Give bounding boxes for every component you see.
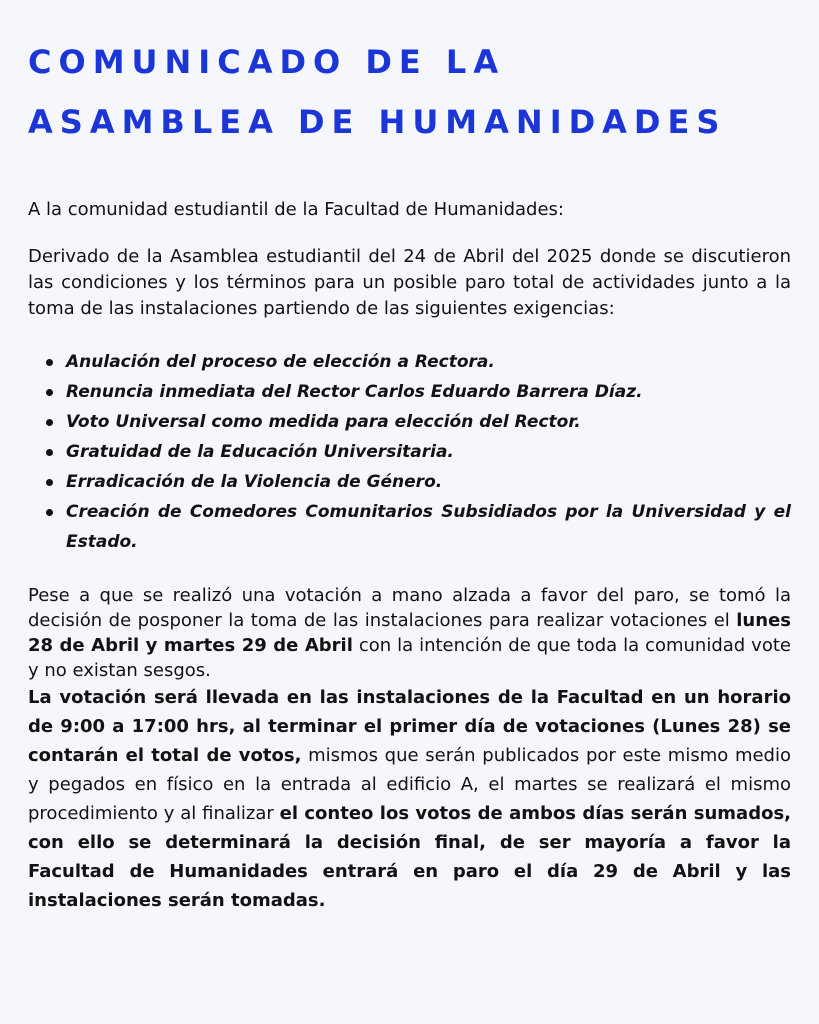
greeting: A la comunidad estudiantil de la Facultad de Humanidades: <box>28 199 565 220</box>
bullet-icon <box>46 509 53 516</box>
demand-text: Erradicación de la Violencia de Género. <box>66 472 443 492</box>
demand-text: Voto Universal como medida para elección del Rector. <box>66 412 581 432</box>
title-line-2: ASAMBLEA DE HUMANIDADES <box>28 103 727 141</box>
demands-list <box>28 347 791 557</box>
demand-item <box>28 467 791 497</box>
bullet-icon <box>46 389 53 396</box>
demand-item <box>28 347 791 377</box>
demand-item <box>28 407 791 437</box>
demand-text: Gratuidad de la Educación Universitaria. <box>66 442 454 462</box>
para2-text-2: con la intención de que toda la comunidad vote y no existan sesgos. <box>28 635 791 681</box>
page-title <box>28 0 791 152</box>
title-line-1: COMUNICADO DE LA <box>28 43 506 81</box>
demand-text: Creación de Comedores Comunitarios Subsidiados por la Universidad y el Estado. <box>66 502 791 552</box>
vote-dates: lunes 28 de Abril y martes 29 de Abril <box>28 610 791 656</box>
para3-text-1: mismos que serán publicados por este mismo medio y pegados en físico en la entrada al edificio A, el martes se realizará el mismo procedimiento y al finalizar <box>28 745 792 824</box>
demand-text: Anulación del proceso de elección a Rectora. <box>66 352 495 372</box>
para2-text-1: Pese a que se realizó una votación a mano alzada a favor del paro, se tomó la decisión de posponer la toma de las instalaciones para realizar votaciones el <box>28 585 791 631</box>
demand-item <box>28 437 791 467</box>
vote-procedure-paragraph <box>28 683 791 915</box>
bullet-icon <box>46 359 53 366</box>
vote-postponement-paragraph <box>28 583 791 683</box>
bullet-icon <box>46 479 53 486</box>
vote-schedule: La votación será llevada en las instalaciones de la Facultad en un horario de 9:00 a 17:00 hrs, al terminar el primer día de votaciones (Lunes 28) se contarán el total de votos, <box>28 687 791 766</box>
bullet-icon <box>46 419 53 426</box>
intro-paragraph: Derivado de la Asamblea estudiantil del 24 de Abril del 2025 donde se discutieron las condiciones y los términos para un posible paro total de actividades junto a la toma de las instalaciones partiendo de las siguientes exigencias: <box>28 246 791 319</box>
bullet-icon <box>46 449 53 456</box>
demand-text: Renuncia inmediata del Rector Carlos Eduardo Barrera Díaz. <box>66 382 643 402</box>
demand-item <box>28 377 791 407</box>
demand-item <box>28 497 791 557</box>
final-decision: el conteo los votos de ambos días serán sumados, con ello se determinará la decisión final, de ser mayoría a favor la Facultad de Humanidades entrará en paro el día 29 de Abril y las instalaciones serán tomadas. <box>28 803 791 911</box>
